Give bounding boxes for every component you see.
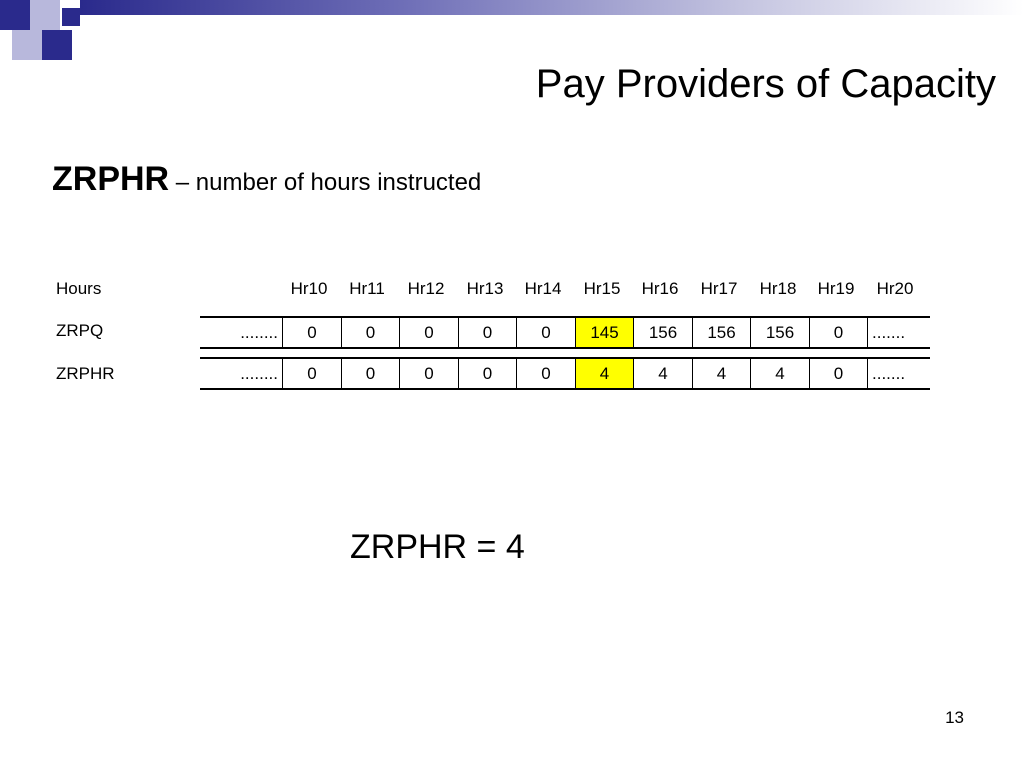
- value-cell: 0: [458, 318, 516, 347]
- hour-header: Hr12: [407, 279, 445, 298]
- slide-title: Pay Providers of Capacity: [535, 62, 996, 106]
- value-cell: 0: [282, 359, 341, 388]
- page-number: 13: [945, 708, 964, 727]
- hour-header: Hr14: [524, 279, 562, 298]
- value-cell: 0: [809, 359, 867, 388]
- value-cell: 156: [692, 318, 750, 347]
- leading-ellipsis-cell: ........: [240, 323, 278, 342]
- zrphr-row: [200, 357, 930, 390]
- subtitle-term: ZRPHR: [52, 160, 170, 198]
- value-cell-highlighted: 4: [575, 359, 633, 388]
- trailing-ellipsis-cell: .......: [867, 359, 930, 388]
- header-gradient-bar: [80, 0, 1024, 15]
- value-cell: 0: [809, 318, 867, 347]
- hour-header: Hr19: [817, 279, 855, 298]
- zrpq-row-label: ZRPQ: [56, 321, 104, 340]
- hour-header: Hr15: [583, 279, 621, 298]
- hour-header: Hr20: [876, 279, 914, 298]
- subtitle: [52, 160, 481, 199]
- header-square-light: [30, 0, 60, 30]
- zrpq-row: [200, 316, 930, 349]
- value-cell: 4: [633, 359, 692, 388]
- hour-header: Hr13: [466, 279, 504, 298]
- header-square-dark: [0, 0, 30, 30]
- value-cell: 0: [341, 359, 399, 388]
- header-square-accent: [62, 8, 80, 26]
- leading-ellipsis-cell: ........: [240, 364, 278, 383]
- value-cell: 0: [516, 359, 575, 388]
- value-cell: 0: [399, 318, 458, 347]
- hour-header: Hr16: [641, 279, 679, 298]
- value-cell: 0: [341, 318, 399, 347]
- value-cell: 156: [750, 318, 809, 347]
- value-cell: 0: [516, 318, 575, 347]
- value-cell: 0: [458, 359, 516, 388]
- value-cell: 0: [282, 318, 341, 347]
- header-square-light-2: [12, 30, 42, 60]
- hour-header: Hr10: [290, 279, 328, 298]
- result-equation: ZRPHR = 4: [350, 528, 525, 566]
- hour-header: Hr17: [700, 279, 738, 298]
- value-cell-highlighted: 145: [575, 318, 633, 347]
- hours-row-label: Hours: [56, 279, 102, 298]
- value-cell: 156: [633, 318, 692, 347]
- value-cell: 0: [399, 359, 458, 388]
- header-square-dark-2: [42, 30, 72, 60]
- hour-header: Hr18: [759, 279, 797, 298]
- trailing-ellipsis-cell: .......: [867, 318, 930, 347]
- subtitle-separator: –: [169, 169, 196, 196]
- hour-header: Hr11: [349, 279, 385, 298]
- value-cell: 4: [750, 359, 809, 388]
- zrphr-row-label: ZRPHR: [56, 364, 115, 383]
- subtitle-definition: number of hours instructed: [195, 169, 482, 196]
- value-cell: 4: [692, 359, 750, 388]
